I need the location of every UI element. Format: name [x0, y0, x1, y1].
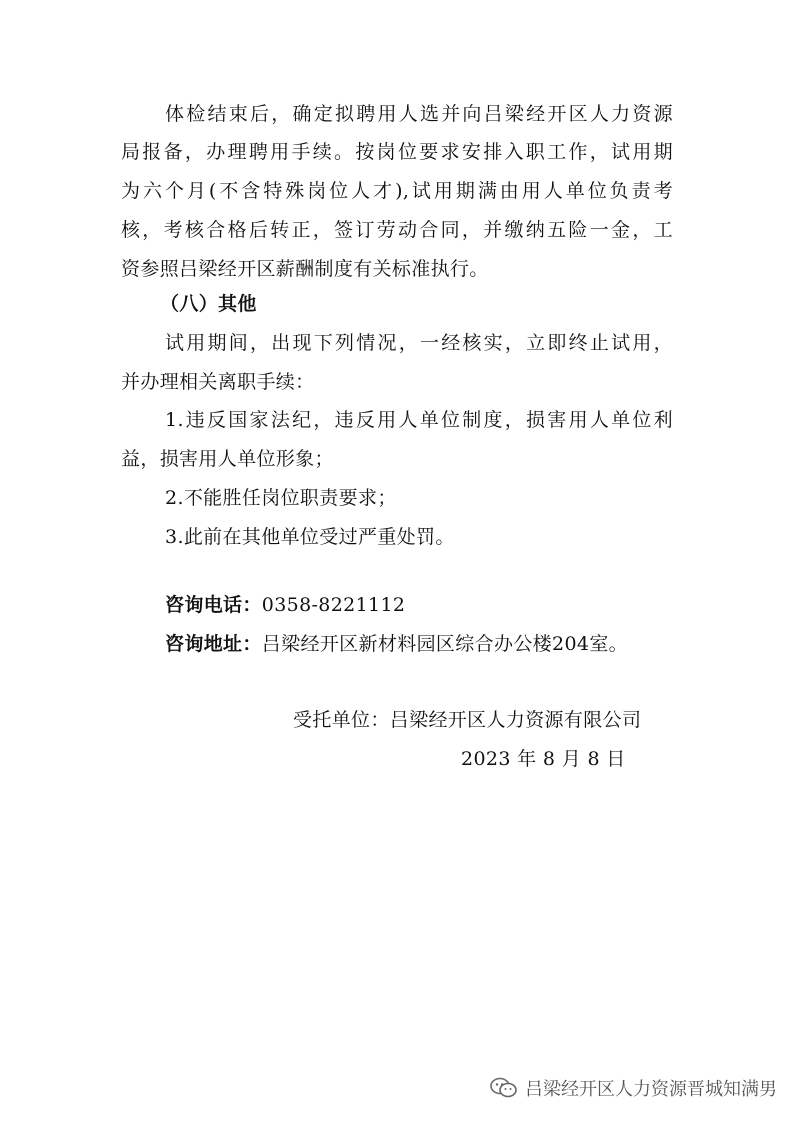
wechat-icon [489, 1076, 519, 1100]
watermark-text: 吕梁经开区人力资源晋城知满男 [525, 1079, 777, 1100]
para1-line1: 体检结束后，确定拟聘用人选并向吕梁经开区人力资源 [165, 103, 673, 125]
signature-date: 2023 年 8 月 8 日 [461, 748, 626, 770]
para1-line2: 局报备，办理聘用手续。按岗位要求安排入职工作，试用期 [121, 141, 673, 163]
para1-line4: 核，考核合格后转正，签订劳动合同，并缴纳五险一金，工 [121, 219, 673, 241]
item1-line2: 益，损害用人单位形象； [121, 448, 334, 470]
contact-address-value: 吕梁经开区新材料园区综合办公楼204室。 [261, 633, 629, 655]
para2-line2: 并办理相关离职手续： [121, 371, 315, 393]
contact-phone-value: 0358-8221112 [261, 594, 406, 616]
item3: 3.此前在其他单位受过严重处罚。 [165, 526, 455, 548]
para1-line3: 为六个月(不含特殊岗位人才),试用期满由用人单位负责考 [121, 180, 673, 202]
watermark [489, 1070, 779, 1106]
para1-line5: 资参照吕梁经开区薪酬制度有关标准执行。 [121, 258, 489, 280]
signature-org: 受托单位：吕梁经开区人力资源有限公司 [293, 709, 642, 731]
item1-line1: 1.违反国家法纪，违反用人单位制度，损害用人单位利 [165, 409, 673, 431]
contact-address-label: 咨询地址： [165, 633, 262, 655]
section-heading: （八）其他 [160, 293, 257, 315]
contact-phone-label: 咨询电话： [165, 594, 262, 616]
item2: 2.不能胜任岗位职责要求； [165, 487, 397, 509]
contact-address [165, 635, 628, 654]
contact-phone [165, 596, 405, 615]
para2-line1: 试用期间，出现下列情况，一经核实，立即终止试用， [165, 332, 673, 354]
